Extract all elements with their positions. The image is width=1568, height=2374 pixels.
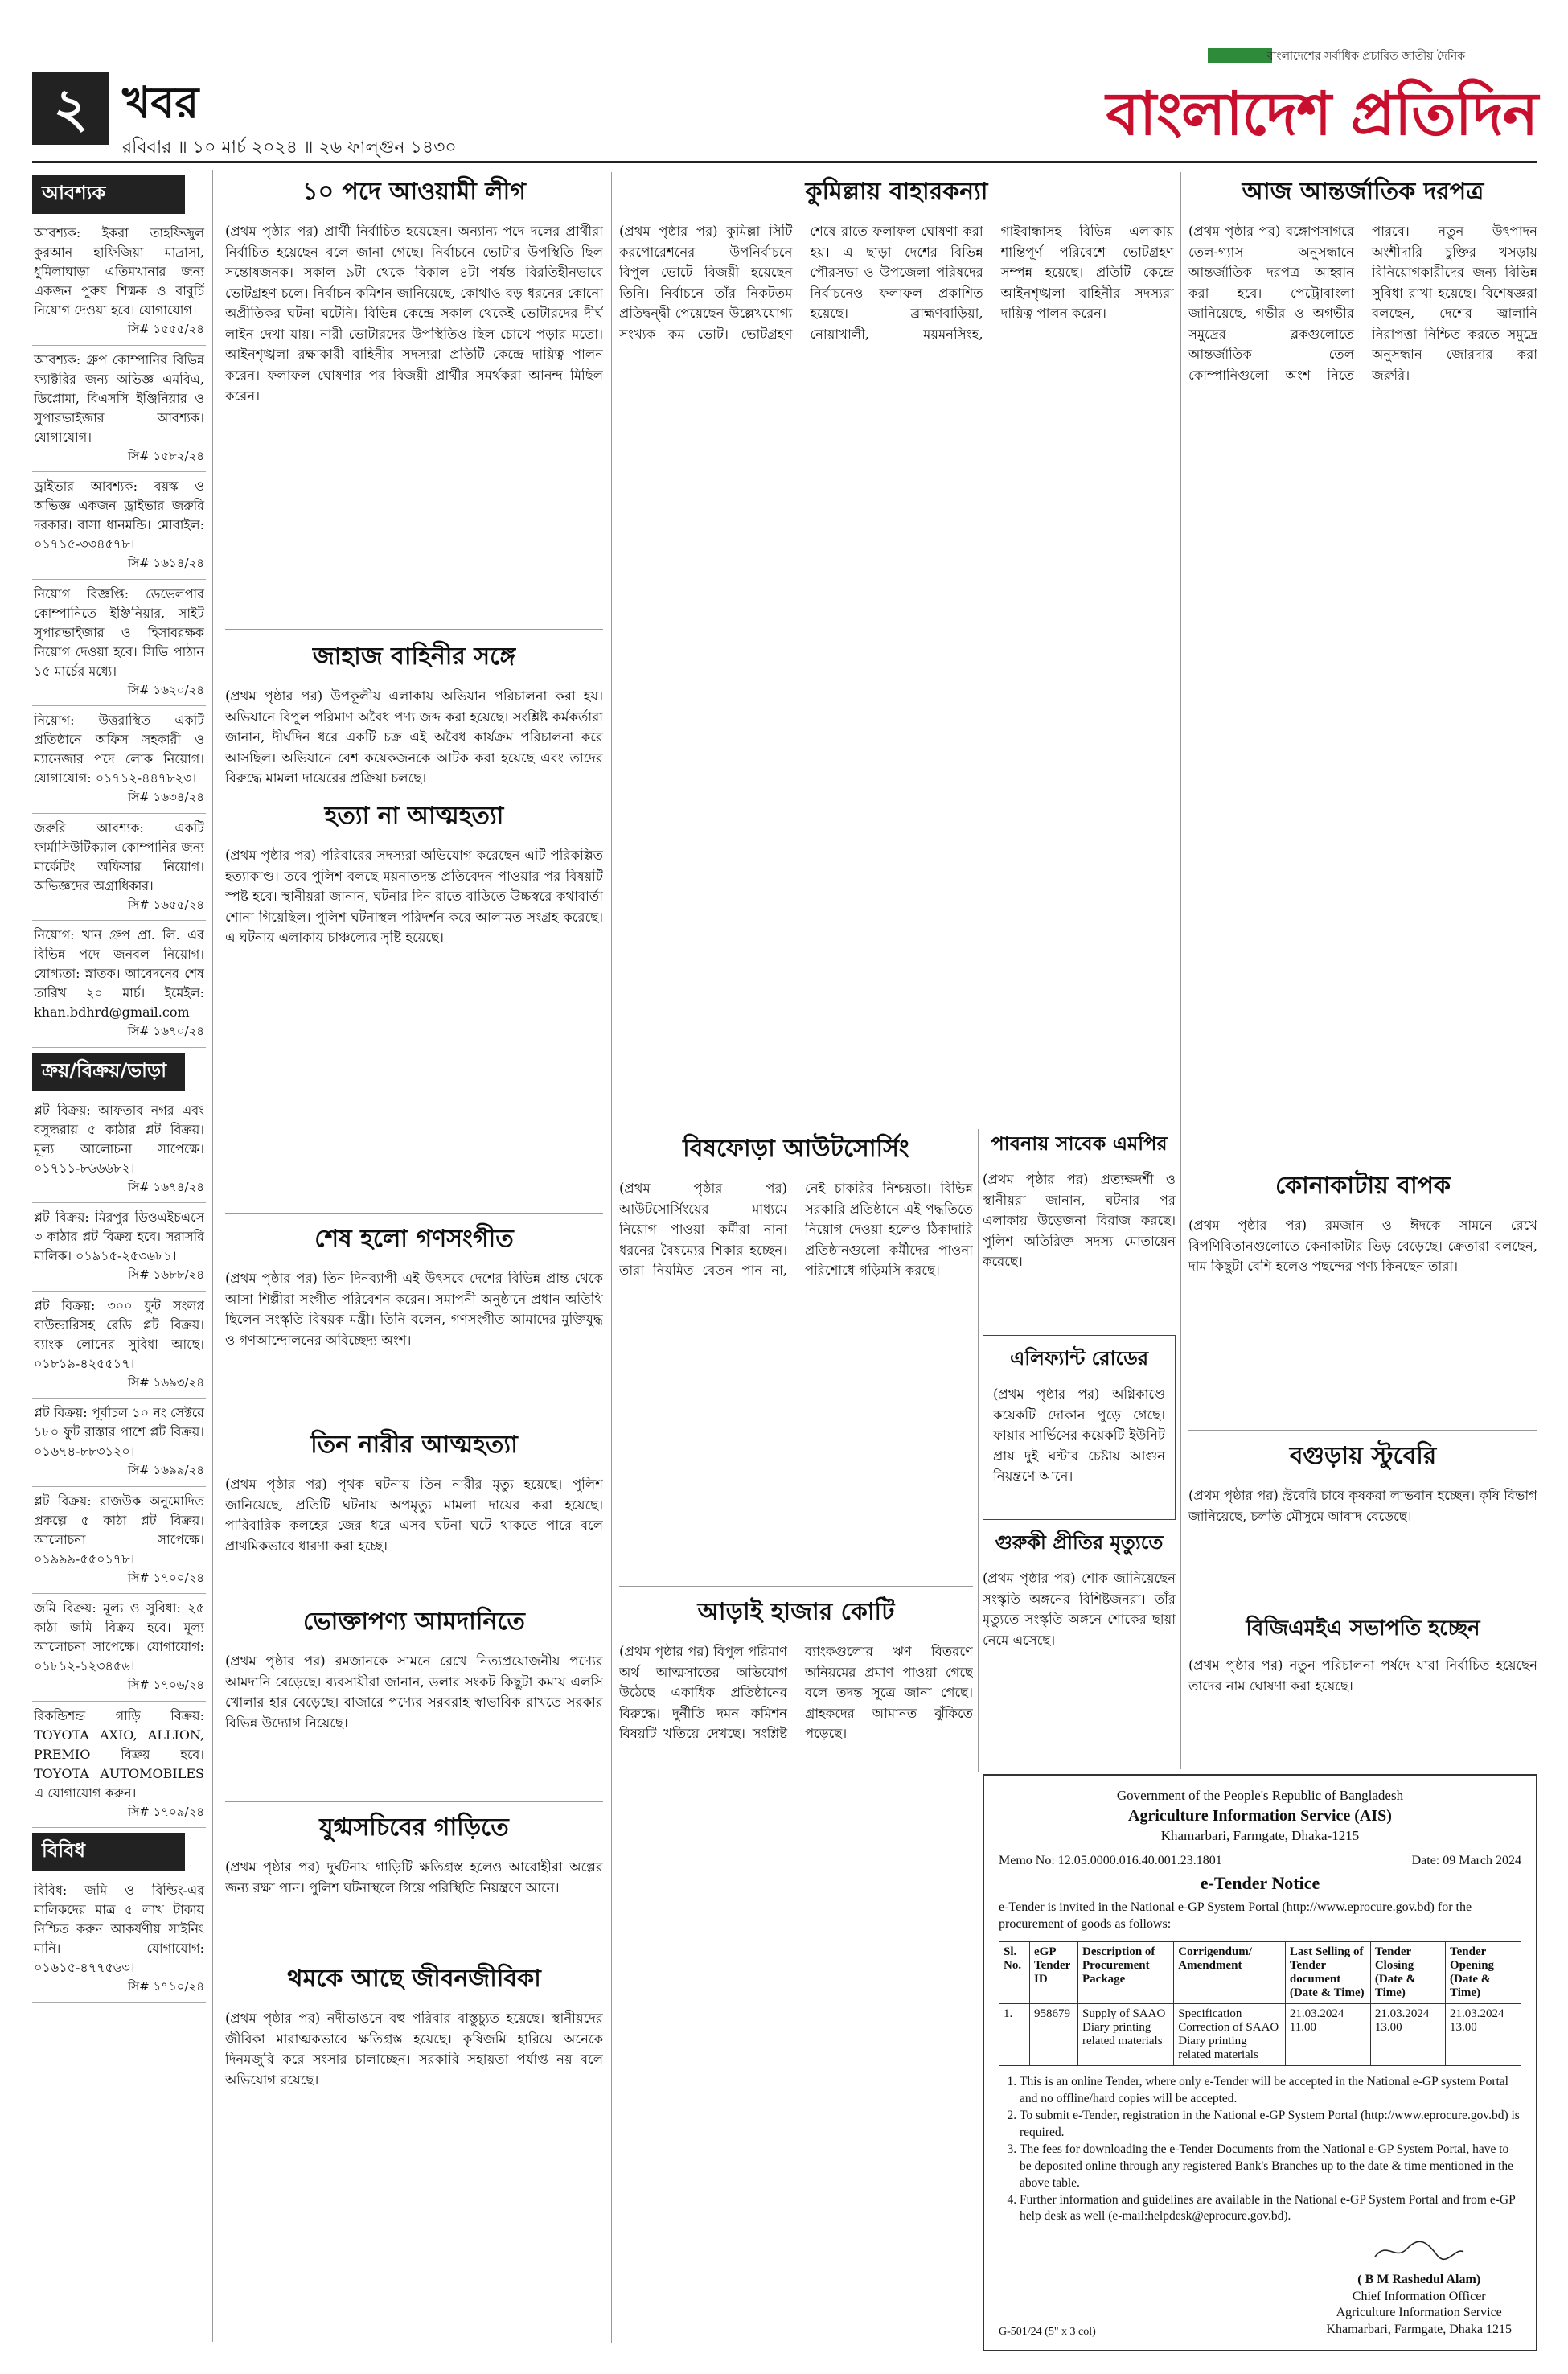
article-bijoy[interactable] xyxy=(1188,1612,1537,1769)
column-header: eGP Tender ID xyxy=(1030,1942,1078,2004)
column-header: Description of Procurement Package xyxy=(1078,1942,1174,2004)
tender-header xyxy=(999,1787,1521,1846)
tender-title: e-Tender Notice xyxy=(1200,1872,1320,1893)
article-body: (প্রথম পৃষ্ঠার পর) শোক জানিয়েছেন সংস্কৃতি অঙ্গনের বিশিষ্টজনরা। তাঁর মৃত্যুতে সংস্কৃতি অঙ্গনে শোকের ছায়া নেমে এসেছে। xyxy=(983,1571,1176,1648)
classified-ref: সি# ১৬৩৪/২৪ xyxy=(127,790,204,804)
table-header-row xyxy=(999,1942,1521,2004)
article-bogura[interactable] xyxy=(1188,1436,1537,1605)
table-cell: 958679 xyxy=(1030,2004,1078,2066)
tender-note: 1. This is an online Tender, where only e-Tender will be accepted in the National e-GP system Portal and no offline/hard copies will be accepted. xyxy=(1020,2074,1521,2108)
article-arai-hajar[interactable] xyxy=(619,1592,973,2343)
article-juktoshochib[interactable] xyxy=(225,1808,603,1953)
page-number: ২ xyxy=(32,72,109,145)
table-cell: 1. xyxy=(999,2004,1030,2066)
classified-ref: সি# ১৭০৯/২৪ xyxy=(127,1804,204,1819)
divider xyxy=(225,1213,603,1214)
classified-item xyxy=(32,472,206,580)
classified-item xyxy=(32,346,206,473)
classified-text: প্লট বিক্রয়: মিরপুর ডিওএইচএসে ৩ কাঠার প্লট বিক্রয় হবে। সরাসরি মালিক। ০১৯১৫-২৫৩৬৮১। xyxy=(34,1210,204,1263)
ad-code: G-501/24 (5" x 3 col) xyxy=(999,2326,1096,2338)
classified-text: রিকন্ডিশন্ড গাড়ি বিক্রয়: TOYOTA AXIO, ALLION, PREMIO বিক্রয় হবে। TOYOTA AUTOMOBILES এ যোগাযোগ করুন। xyxy=(34,1707,204,1801)
classified-item xyxy=(32,921,206,1048)
article-outsourcing[interactable] xyxy=(619,1129,973,1579)
tender-intro: e-Tender is invited in the National e-GP System Portal (http://www.eprocure.gov.bd) for the procurement of goods as follows: xyxy=(999,1900,1472,1932)
table-cell: 21.03.2024 13.00 xyxy=(1370,2004,1445,2066)
classified-ref: সি# ১৬১৪/২৪ xyxy=(127,556,204,570)
table-cell: 21.03.2024 11.00 xyxy=(1285,2004,1370,2066)
article-elephant[interactable] xyxy=(983,1335,1176,1520)
classified-item xyxy=(32,1594,206,1702)
classified-ref: সি# ১৬৭৪/২৪ xyxy=(127,1179,204,1194)
classified-text: প্লট বিক্রয়: আফতাব নগর এবং বসুন্ধরায় ৫ কাঠার প্লট বিক্রয়। মূল্য আলোচনা সাপেক্ষে। ০১৭১১-৮৬৬৬৮২। xyxy=(34,1102,204,1176)
tender-note: 2. To submit e-Tender, registration in the National e-GP System Portal (http://www.eprocure.gov.bd) is required. xyxy=(1020,2108,1521,2142)
article-body: (প্রথম পৃষ্ঠার পর) বঙ্গোপসাগরে তেল-গ্যাস অনুসন্ধানে আন্তর্জাতিক দরপত্র আহ্বান করা হবে। পেট্রোবাংলা জানিয়েছে, গভীর ও অগভীর সমুদ্রের ব্লকগুলোতে আন্তর্জাতিক তেল কোম্পানিগুলো অংশ নিতে পারবে। নতুন উৎপাদন অংশীদারি চুক্তির খসড়ায় বিনিয়োগকারীদের জন্য বিভিন্ন সুবিধা রাখা হয়েছে। বিশেষজ্ঞরা বলছেন, দেশের জ্বালানি নিরাপত্তা নিশ্চিত করতে সমুদ্রে অনুসন্ধান জোরদার করা জরুরি। xyxy=(1188,224,1537,383)
table-row xyxy=(999,2004,1521,2066)
article-body: (প্রথম পৃষ্ঠার পর) প্রত্যক্ষদর্শী ও স্থানীয়রা জানান, ঘটনার পর এলাকায় উত্তেজনা বিরাজ করছে। পুলিশ অতিরিক্ত সদস্য মোতায়েন করেছে। xyxy=(983,1172,1176,1270)
classified-text: নিয়োগ বিজ্ঞপ্তি: ডেভেলপার কোম্পানিতে ইঞ্জিনিয়ার, সাইট সুপারভাইজার ও হিসাবরক্ষক নিয়োগ দেওয়া হবে। সিভি পাঠান ১৫ মার্চের মধ্যে। xyxy=(34,585,204,679)
masthead-tagline: বাংলাদেশের সর্বাধিক প্রচারিত জাতীয় দৈনিক xyxy=(1266,50,1465,63)
article-headline: তিন নারীর আত্মহত্যা xyxy=(310,1431,518,1459)
classified-item xyxy=(32,580,206,707)
article-hotta[interactable] xyxy=(225,796,603,1206)
classified-text: নিয়োগ: খান গ্রুপ প্রা. লি. এর বিভিন্ন পদে জনবল নিয়োগ। যোগ্যতা: স্নাতক। আবেদনের শেষ তারিখ ২০ মার্চ। ইমেইল: khan.bdhrd@gmail.com xyxy=(34,927,204,1020)
article-headline: থমকে আছে জীবনজীবিকা xyxy=(287,1965,541,1993)
article-headline: যুগ্মসচিবের গাড়িতে xyxy=(319,1813,509,1842)
classified-ref: সি# ১৬৯৯/২৪ xyxy=(127,1463,204,1477)
classified-text: আবশ্যক: গ্রুপ কোম্পানির বিভিন্ন ফ্যাক্টরির জন্য অভিজ্ঞ এমবিএ, ডিপ্লোমা, বিএসসি ইঞ্জিনিয়ার ও সুপারভাইজার আবশ্যক। যোগাযোগ। xyxy=(34,351,204,445)
classified-ref: সি# ১৫৫৫/২৪ xyxy=(127,322,204,336)
classified-ref: সি# ১৬৭০/২৪ xyxy=(127,1024,204,1038)
classified-item xyxy=(32,1876,206,2003)
article-headline: পাবনায় সাবেক এমপির xyxy=(991,1132,1168,1155)
article-headline: গুরুকী প্রীতির মৃত্যুতে xyxy=(995,1530,1164,1554)
gov-name: Government of the People's Republic of Bangladesh xyxy=(1116,1788,1404,1803)
tender-note: 4. Further information and guidelines are available in the National e-GP System Portal and from e-GP help desk as well (e-mail:helpdesk@eprocure.gov.bd). xyxy=(1020,2192,1521,2226)
issue-date: রবিবার ॥ ১০ মার্চ ২০২৪ ॥ ২৬ ফাল্গুন ১৪৩০ xyxy=(122,138,457,158)
classified-text: বিবিধ: জমি ও বিল্ডিং-এর মালিকদের মাত্র ৫ লাখ টাকায় নিশ্চিত করুন আকর্ষণীয় সাইনিং মানি। যোগাযোগ: ০১৬১৫-৪৭৭৫৬৩। xyxy=(34,1883,204,1975)
article-body: (প্রথম পৃষ্ঠার পর) স্ট্রবেরি চাষে কৃষকরা লাভবান হচ্ছেন। কৃষি বিভাগ জানিয়েছে, চলতি মৌসুমে আবাদ বেড়েছে। xyxy=(1188,1488,1537,1524)
page-header xyxy=(32,45,1537,158)
divider xyxy=(619,1586,973,1587)
article-tin-nari[interactable] xyxy=(225,1425,603,1591)
signer-title: Chief Information Officer xyxy=(1352,2289,1486,2303)
column-divider xyxy=(978,1129,979,1772)
classified-item xyxy=(32,1203,206,1292)
classified-ref: সি# ১৭০৬/২৪ xyxy=(127,1678,204,1692)
classified-section-sale xyxy=(32,1053,206,1829)
classified-text: জরুরি আবশ্যক: একটি ফার্মাসিউটিক্যাল কোম্পানির জন্য মার্কেটিং অফিসার নিয়োগ। অভিজ্ঞদের অগ্রাধিকার। xyxy=(34,819,204,893)
header-rule xyxy=(32,161,1537,163)
memo-line xyxy=(999,1854,1521,1868)
tender-note: 3. The fees for downloading the e-Tender Documents from the National e-GP System Portal, have to be deposited online through any registered Bank's Branches up to the date & time mentioned in the above table. xyxy=(1020,2142,1521,2192)
org-address: Khamarbari, Farmgate, Dhaka-1215 xyxy=(1160,1827,1360,1843)
article-dorpotro[interactable] xyxy=(1188,172,1537,1153)
classifieds-column xyxy=(32,170,213,2342)
column-divider xyxy=(1180,172,1181,1769)
signature-icon xyxy=(1371,2237,1467,2265)
divider xyxy=(225,629,603,630)
masthead[interactable] xyxy=(1106,45,1537,158)
article-headline: বিষফোড়া আউটসোর্সিং xyxy=(683,1135,909,1163)
signature-block xyxy=(1326,2237,1512,2339)
signer-name: ( B M Rashedul Alam) xyxy=(1357,2272,1481,2286)
column-header: Tender Opening (Date & Time) xyxy=(1446,1942,1521,2004)
article-konakata[interactable] xyxy=(1188,1166,1537,1423)
classified-item xyxy=(32,814,206,922)
classified-ref: সি# ১৭১০/২৪ xyxy=(127,1979,204,1994)
classified-text: নিয়োগ: উত্তরাস্থিত একটি প্রতিষ্ঠানে অফিস সহকারী ও ম্যানেজার পদে লোক নিয়োগ। যোগাযোগ: ০১৭১২-৪৪৭৮২৩। xyxy=(34,713,204,786)
article-headline: শেষ হলো গণসংগীত xyxy=(314,1225,514,1253)
article-body: (প্রথম পৃষ্ঠার পর) উপকূলীয় এলাকায় অভিযান পরিচালনা করা হয়। অভিযানে বিপুল পরিমাণ অবৈধ পণ্য জব্দ করা হয়েছে। সংশ্লিষ্ট কর্মকর্তারা জানান, দীর্ঘদিন ধরে একটি চক্র এই অবৈধ কার্যক্রম পরিচালনা করে আসছিল। অভিযানে বেশ কয়েকজনকে আটক করা হয়েছে এবং তাদের বিরুদ্ধে মামলা দায়েরের প্রক্রিয়া চলছে। xyxy=(225,688,603,787)
memo-number: Memo No: 12.05.0000.016.40.001.23.1801 xyxy=(999,1853,1222,1867)
classified-text: আবশ্যক: ইকরা তাহফিজুল কুরআন হাফিজিয়া মাদ্রাসা, ধুমিলাঘাড়া এতিমখানার জন্য একজন পুরুষ শিক্ষক ও বাবুর্চি নিয়োগ দেওয়া হবে। যোগাযোগ। xyxy=(34,225,204,318)
article-headline: জাহাজ বাহিনীর সঙ্গে xyxy=(312,643,516,671)
classified-text: প্লট বিক্রয়: রাজউক অনুমোদিত প্রকল্পে ৫ কাঠা প্লট বিক্রয়। আলোচনা সাপেক্ষে। ০১৯৯৯-৫৫০১৭৮। xyxy=(34,1493,204,1567)
article-comilla[interactable] xyxy=(619,172,1174,1118)
article-body: (প্রথম পৃষ্ঠার পর) পরিবারের সদস্যরা অভিযোগ করেছেন এটি পরিকল্পিত হত্যাকাণ্ড। তবে পুলিশ বলছে ময়নাতদন্ত প্রতিবেদন পাওয়ার পর বিষয়টি স্পষ্ট হবে। স্থানীয়রা জানান, ঘটনার দিন রাতে বাড়িতে উচ্চস্বরে কথাবার্তা শোনা গিয়েছিল। পুলিশ ঘটনাস্থল পরিদর্শন করে আলামত সংগ্রহ করেছে। এ ঘটনায় এলাকায় চাঞ্চল্যের সৃষ্টি হয়েছে। xyxy=(225,848,603,946)
org-name: Agriculture Information Service (AIS) xyxy=(1128,1806,1392,1825)
article-jahaj[interactable] xyxy=(225,637,603,790)
section-title: খবর xyxy=(122,76,199,128)
article-body: (প্রথম পৃষ্ঠার পর) রমজান ও ঈদকে সামনে রেখে বিপণিবিতানগুলোতে কেনাকাটার ভিড় বেড়েছে। ক্রেতারা বলছেন, দাম কিছুটা বেশি হলেও পছন্দের পণ্য কিনছেন তারা। xyxy=(1188,1218,1537,1275)
classified-section-misc xyxy=(32,1833,206,2003)
classified-text: ড্রাইভার আবশ্যক: বয়স্ক ও অভিজ্ঞ একজন ড্রাইভার জরুরি দরকার। বাসা ধানমন্ডি। মোবাইল: ০১৭১৫-৩৩৪৫৭৮। xyxy=(34,478,204,552)
article-body: (প্রথম পৃষ্ঠার পর) আউটসোর্সিংয়ের মাধ্যমে নিয়োগ পাওয়া কর্মীরা নানা ধরনের বৈষম্যের শিকার হচ্ছেন। তারা নিয়মিত বেতন পান না, নেই চাকরির নিশ্চয়তা। বিভিন্ন সরকারি প্রতিষ্ঠানে এই পদ্ধতিতে নিয়োগ দেওয়া হলেও ঠিকাদারি প্রতিষ্ঠানগুলো কর্মীদের পাওনা পরিশোধে গড়িমসি করছে। xyxy=(619,1181,973,1279)
article-pabna[interactable] xyxy=(983,1129,1176,1330)
classified-ref: সি# ১৬৯৩/২৪ xyxy=(127,1374,204,1390)
article-gono[interactable] xyxy=(225,1219,603,1420)
classified-item xyxy=(32,1292,206,1399)
classified-item xyxy=(32,1487,206,1595)
column-divider xyxy=(611,172,612,2343)
classified-ref: সি# ১৫৮২/২৪ xyxy=(127,448,204,463)
memo-date: Date: 09 March 2024 xyxy=(1411,1853,1521,1867)
classified-item xyxy=(32,706,206,814)
tender-notice xyxy=(983,1774,1537,2351)
divider xyxy=(1188,1430,1537,1431)
article-headline: ভোক্তাপণ্য আমদানিতে xyxy=(303,1608,525,1636)
article-headline: হত্যা না আত্মহত্যা xyxy=(324,802,504,830)
article-headline: আড়াই হাজার কোটি xyxy=(697,1598,895,1626)
tender-table xyxy=(999,1941,1521,2066)
table-cell: Specification Correction of SAAO Diary printing related materials xyxy=(1174,2004,1286,2066)
table-cell: 21.03.2024 13.00 xyxy=(1446,2004,1521,2066)
article-body: (প্রথম পৃষ্ঠার পর) তিন দিনব্যাপী এই উৎসবে দেশের বিভিন্ন প্রান্ত থেকে আসা শিল্পীরা সংগীত পরিবেশন করেন। সমাপনী অনুষ্ঠানে প্রধান অতিথি ছিলেন সংস্কৃতি বিষয়ক মন্ত্রী। তিনি বলেন, গণসংগীত আমাদের মুক্তিযুদ্ধ ও গণআন্দোলনের অবিচ্ছেদ্য অংশ। xyxy=(225,1271,603,1348)
classified-heading: আবশ্যক xyxy=(32,175,185,214)
table-cell: Supply of SAAO Diary printing related materials xyxy=(1078,2004,1174,2066)
classified-text: প্লট বিক্রয়: পূর্বাচল ১০ নং সেক্টরে ১৮০ ফুট রাস্তার পাশে প্লট বিক্রয়। ০১৬৭৪-৮৮৩১২০। xyxy=(34,1405,204,1459)
signer-org: Agriculture Information Service xyxy=(1336,2306,1502,2320)
classified-ref: সি# ১৬২০/২৪ xyxy=(127,682,204,697)
article-body: (প্রথম পৃষ্ঠার পর) কুমিল্লা সিটি করপোরেশনের উপনির্বাচনে বিপুল ভোটে বিজয়ী হয়েছেন তিনি। নির্বাচনে তাঁর নিকটতম প্রতিদ্বন্দ্বী পেয়েছেন উল্লেখযোগ্য সংখ্যক কম ভোট। ভোটগ্রহণ শেষে রাতে ফলাফল ঘোষণা করা হয়। এ ছাড়া দেশের বিভিন্ন পৌরসভা ও উপজেলা পরিষদের নির্বাচনেও ফলাফল প্রকাশিত হয়েছে। ব্রাহ্মণবাড়িয়া, নোয়াখালী, ময়মনসিংহ, গাইবান্ধাসহ বিভিন্ন এলাকায় শান্তিপূর্ণ পরিবেশে ভোটগ্রহণ সম্পন্ন হয়েছে। প্রতিটি কেন্দ্রে আইনশৃঙ্খলা বাহিনীর সদস্যরা দায়িত্ব পালন করেন। xyxy=(619,224,1174,342)
classified-ref: সি# ১৬৫৫/২৪ xyxy=(127,897,204,912)
column-header: Last Selling of Tender document (Date & Time) xyxy=(1285,1942,1370,2004)
column-header: Sl. No. xyxy=(999,1942,1030,2004)
article-headline: বিজিএমইএ সভাপতি হচ্ছেন xyxy=(1246,1616,1480,1641)
article-vokta[interactable] xyxy=(225,1602,603,1795)
column-header: Corrigendum/ Amendment xyxy=(1174,1942,1286,2004)
article-pritir[interactable] xyxy=(983,1528,1176,1769)
article-headline: কোনাকাটায় বাপক xyxy=(1275,1172,1451,1200)
tender-notes xyxy=(999,2074,1521,2225)
article-body: (প্রথম পৃষ্ঠার পর) অগ্নিকাণ্ডে কয়েকটি দোকান পুড়ে গেছে। ফায়ার সার্ভিসের কয়েকটি ইউনিট প্রায় দুই ঘণ্টার চেষ্টায় আগুন নিয়ন্ত্রণে আনে। xyxy=(993,1386,1165,1485)
article-headline: বগুড়ায় স্টুবেরি xyxy=(1289,1442,1437,1470)
article-headline: আজ আন্তর্জাতিক দরপত্র xyxy=(1242,178,1484,206)
article-body: (প্রথম পৃষ্ঠার পর) দুর্ঘটনায় গাড়িটি ক্ষতিগ্রস্ত হলেও আরোহীরা অল্পের জন্য রক্ষা পান। পুলিশ ঘটনাস্থলে গিয়ে পরিস্থিতি নিয়ন্ত্রণে আনে। xyxy=(225,1859,603,1896)
article-awami-league[interactable] xyxy=(225,172,603,622)
article-headline: ১০ পদে আওয়ামী লীগ xyxy=(302,178,526,206)
classified-item xyxy=(32,1096,206,1204)
article-body: (প্রথম পৃষ্ঠার পর) রমজানকে সামনে রেখে নিত্যপ্রয়োজনীয় পণ্যের আমদানি বেড়েছে। ব্যবসায়ীরা জানান, ডলার সংকট কিছুটা কমায় এলসি খোলার হার বেড়েছে। বাজারে পণ্যের সরবরাহ স্বাভাবিক রাখতে সরকার বিভিন্ন উদ্যোগ নিয়েছে। xyxy=(225,1653,603,1731)
classified-ref: সি# ১৬৮৮/২৪ xyxy=(127,1267,204,1282)
article-body: (প্রথম পৃষ্ঠার পর) পৃথক ঘটনায় তিন নারীর মৃত্যু হয়েছে। পুলিশ জানিয়েছে, প্রতিটি ঘটনায় অপমৃত্যু মামলা দায়ের করা হয়েছে। পারিবারিক কলহের জের ধরে এসব ঘটনা ঘটে থাকতে পারে বলে প্রাথমিকভাবে ধারণা করা হচ্ছে। xyxy=(225,1477,603,1554)
article-body: (প্রথম পৃষ্ঠার পর) নদীভাঙনে বহু পরিবার বাস্তুচ্যুত হয়েছে। স্থানীয়দের জীবিকা মারাত্মকভাবে ক্ষতিগ্রস্ত হয়েছে। কৃষিজমি হারিয়ে অনেকে দিনমজুরি করে সংসার চালাচ্ছেন। সরকারি সহায়তা পর্যাপ্ত নয় বলে অভিযোগ রয়েছে। xyxy=(225,2011,603,2088)
classified-item xyxy=(32,219,206,346)
classified-text: প্লট বিক্রয়: ৩০০ ফুট সংলগ্ন বাউন্ডারিসহ রেডি প্লট বিক্রয়। ব্যাংক লোনের সুবিধা আছে। ০১৮১৯-৪২৫৫১৭। xyxy=(34,1297,204,1371)
signer-address: Khamarbari, Farmgate, Dhaka 1215 xyxy=(1326,2323,1512,2337)
article-body: (প্রথম পৃষ্ঠার পর) বিপুল পরিমাণ অর্থ আত্মসাতের অভিযোগ উঠেছে একাধিক প্রতিষ্ঠানের বিরুদ্ধে। দুর্নীতি দমন কমিশন বিষয়টি খতিয়ে দেখছে। সংশ্লিষ্ট ব্যাংকগুলোর ঋণ বিতরণে অনিয়মের প্রমাণ পাওয়া গেছে বলে তদন্ত সূত্রে জানা গেছে। গ্রাহকদের আমানত ঝুঁকিতে পড়েছে। xyxy=(619,1644,973,1742)
classified-item xyxy=(32,1399,206,1487)
masthead-logo: বাংলাদেশ প্রতিদিন xyxy=(1106,80,1537,149)
masthead-badge xyxy=(1208,48,1272,63)
article-headline: এলিফ্যান্ট রোডের xyxy=(1009,1346,1149,1370)
classified-ref: সি# ১৭০০/২৪ xyxy=(127,1570,204,1585)
column-header: Tender Closing (Date & Time) xyxy=(1370,1942,1445,2004)
article-headline: কুমিল্লায় বাহারকন্যা xyxy=(805,178,988,206)
classified-section-wanted xyxy=(32,175,206,1048)
divider xyxy=(225,1801,603,1802)
classified-text: জমি বিক্রয়: মূল্য ও সুবিধা: ২৫ কাঠা জমি বিক্রয় হবে। মূল্য আলোচনা সাপেক্ষে। যোগাযোগ: ০১৮১২-১২৩৪৫৬। xyxy=(34,1600,204,1674)
classified-item xyxy=(32,1702,206,1829)
classified-heading: বিবিধ xyxy=(32,1833,185,1871)
article-body: (প্রথম পৃষ্ঠার পর) নতুন পরিচালনা পর্ষদে যারা নির্বাচিত হয়েছেন তাদের নাম ঘোষণা করা হয়েছে। xyxy=(1188,1657,1537,1694)
article-jibon[interactable] xyxy=(225,1959,603,2345)
article-body: (প্রথম পৃষ্ঠার পর) প্রার্থী নির্বাচিত হয়েছেন। অন্যান্য পদে দলের প্রার্থীরা নির্বাচিত হয়েছেন বলে জানা গেছে। নির্বাচনে ভোটার উপস্থিতি ছিল সন্তোষজনক। সকাল ৯টা থেকে বিকাল ৪টা পর্যন্ত বিরতিহীনভাবে ভোটগ্রহণ চলে। নির্বাচন কমিশন জানিয়েছে, কোথাও বড় ধরনের কোনো অপ্রীতিকর ঘটনা ঘটেনি। বিভিন্ন কেন্দ্রে সকাল থেকেই ভোটারদের দীর্ঘ লাইন দেখা যায়। নারী ভোটারদের উপস্থিতিও ছিল চোখে পড়ার মতো। আইনশৃঙ্খলা রক্ষাকারী বাহিনীর সদস্যরা প্রতিটি কেন্দ্রে দায়িত্ব পালন করেন। ফলাফল ঘোষণার পর বিজয়ী প্রার্থীর সমর্থকরা আনন্দ মিছিল করেন। xyxy=(225,224,603,404)
classified-heading: ক্রয়/বিক্রয়/ভাড়া xyxy=(32,1053,185,1091)
